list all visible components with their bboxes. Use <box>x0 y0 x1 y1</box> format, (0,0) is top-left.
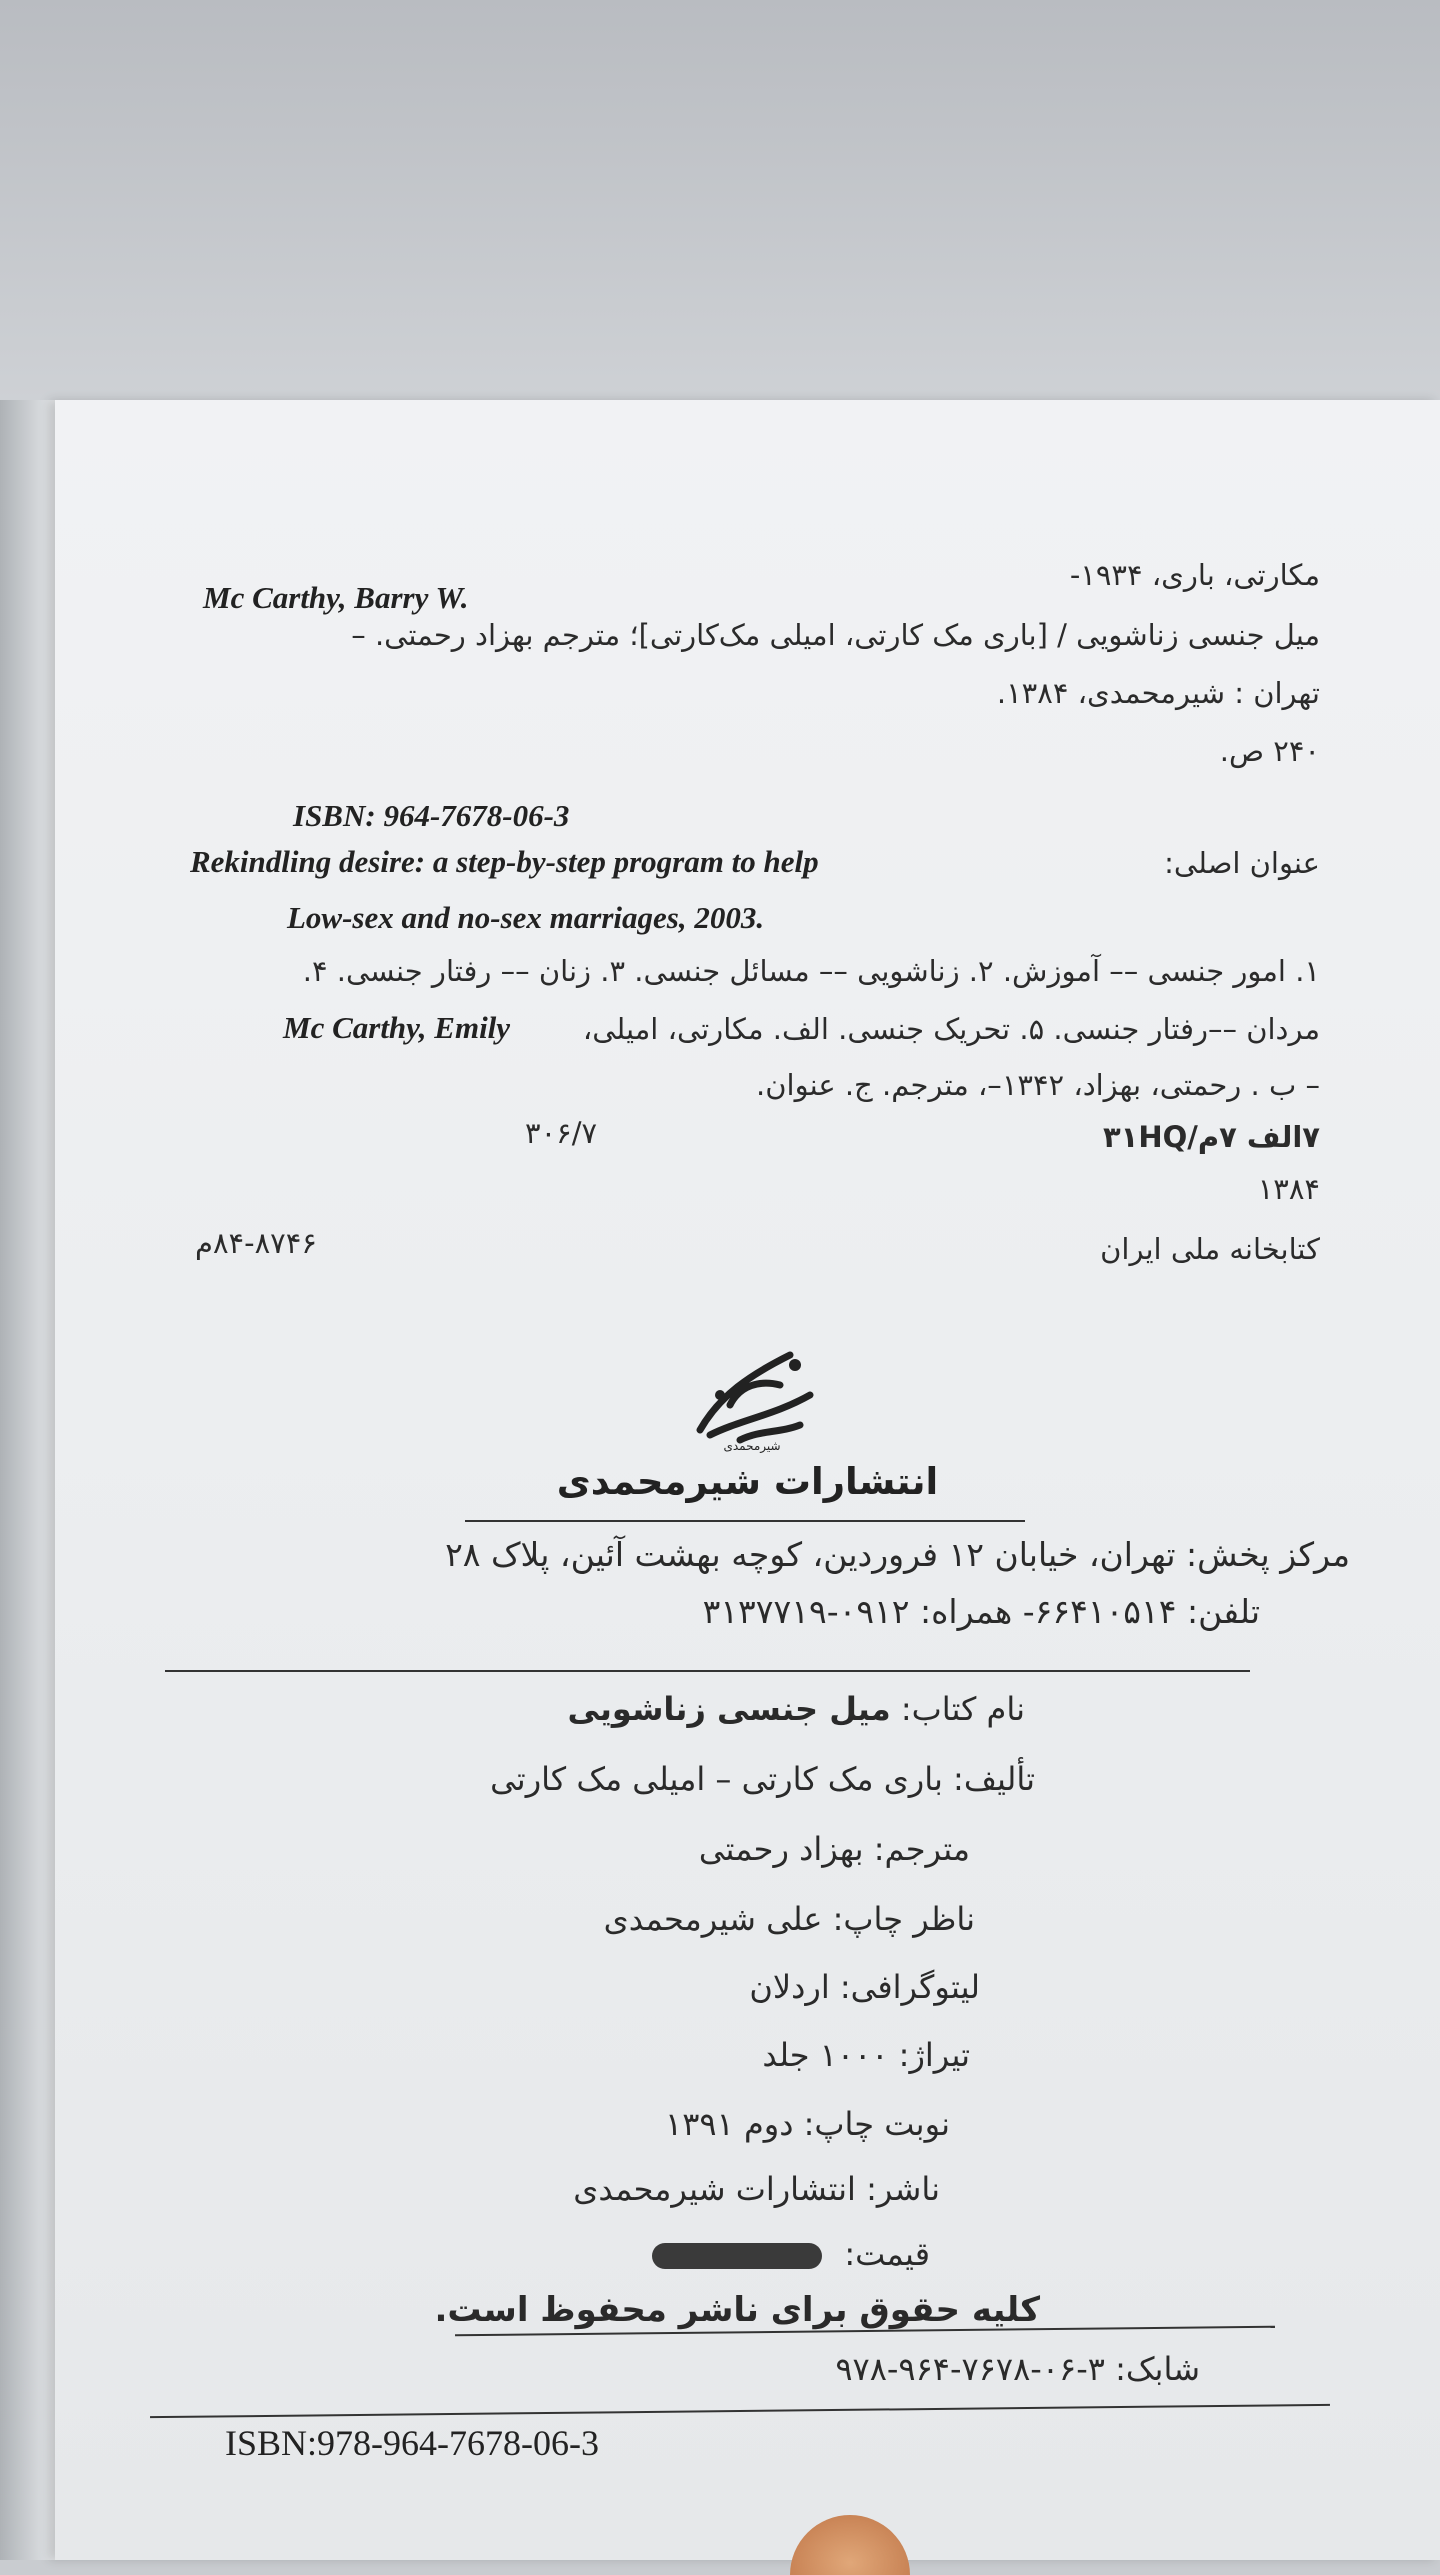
cip-library: کتابخانه ملی ایران <box>1100 1232 1320 1266</box>
credit-book-label: نام کتاب: <box>900 1690 1025 1728</box>
isbn-divider <box>150 2404 1330 2418</box>
cip-classification-year: ۱۳۸۴ <box>1257 1172 1320 1206</box>
credit-book-value: میل جنسی زناشویی <box>567 1690 891 1728</box>
cip-record-number: ۸۴-۸۷۴۶م <box>195 1226 317 1260</box>
isbn-shabak: شابک: ۳-۰۶-۷۶۷۸-۹۶۴-۹۷۸ <box>835 2350 1200 2388</box>
publisher-phone: تلفن: ۶۶۴۱۰۵۱۴- همراه: ۰۹۱۲-۳۱۳۷۷۱۹ <box>702 1592 1260 1631</box>
credit-price <box>652 2235 930 2273</box>
credit-translator: مترجم: بهزاد رحمتی <box>698 1830 970 1868</box>
book-copyright-page <box>55 400 1440 2560</box>
cip-classification-dewey: ۳۰۶/۷ <box>525 1116 598 1150</box>
publisher-name: انتشارات شیرمحمدی <box>556 1460 939 1503</box>
background-surface <box>0 0 1440 420</box>
cip-pages: ۲۴۰ ص. <box>1219 734 1320 768</box>
cip-classification-lc: ۷الف ۷م/۳۱HQ <box>1102 1120 1320 1154</box>
publisher-logo-text: شیرمحمدی <box>723 1439 781 1453</box>
cip-publication: تهران : شیرمحمدی، ۱۳۸۴. <box>996 676 1320 710</box>
page-edge <box>0 400 55 2560</box>
publisher-logo <box>680 1335 825 1455</box>
publisher-underline <box>465 1520 1025 1522</box>
isbn-bottom: ISBN:978-964-7678-06-3 <box>225 2423 599 2463</box>
cip-author-en: Mc Carthy, Barry W. <box>203 580 469 615</box>
cip-original-title-2: Low-sex and no-sex marriages, 2003. <box>287 900 765 935</box>
cip-isbn-old: ISBN: 964-7678-06-3 <box>293 798 570 833</box>
cip-subjects-2-en: Mc Carthy, Emily <box>283 1010 511 1045</box>
credit-author: تألیف: باری مک کارتی – امیلی مک کارتی <box>490 1760 1035 1798</box>
cip-subjects-3: – ب . رحمتی، بهزاد، ۱۳۴۲–، مترجم. ج. عنوان. <box>756 1068 1320 1102</box>
credit-circulation: تیراژ: ۱۰۰۰ جلد <box>762 2036 970 2074</box>
credit-publisher: ناشر: انتشارات شیرمحمدی <box>573 2170 940 2208</box>
section-divider <box>165 1670 1250 1672</box>
credit-book-title <box>567 1690 1025 1728</box>
credit-edition: نوبت چاپ: دوم ۱۳۹۱ <box>665 2105 950 2143</box>
credit-rights: کلیه حقوق برای ناشر محفوظ است. <box>434 2290 1040 2330</box>
credit-print-supervisor: ناظر چاپ: علی شیرمحمدی <box>603 1900 975 1938</box>
cip-author-fa: مکارتی، باری، ۱۹۳۴- <box>1069 558 1320 592</box>
price-redaction <box>652 2243 822 2269</box>
publisher-address: مرکز پخش: تهران، خیابان ۱۲ فروردین، کوچه بهشت آئین، پلاک ۲۸ <box>445 1535 1350 1574</box>
cip-subjects-1: ۱. امور جنسی –– آموزش. ۲. زناشویی –– مسائل جنسی. ۳. زنان –– رفتار جنسی. ۴. <box>302 954 1320 988</box>
credit-lithography: لیتوگرافی: اردلان <box>749 1968 980 2006</box>
cip-subjects-2-fa: مردان ––رفتار جنسی. ۵. تحریک جنسی. الف. مکارتی، امیلی، <box>582 1012 1320 1046</box>
cip-title-line: میل جنسی زناشویی / [باری مک کارتی، امیلی مک‌کارتی]؛ مترجم بهزاد رحمتی. – <box>351 618 1320 652</box>
credit-price-label: قیمت: <box>844 2235 930 2273</box>
cip-original-title-label: عنوان اصلی: <box>1164 846 1320 880</box>
cip-original-title-1: Rekindling desire: a step-by-step program to help <box>190 844 819 879</box>
